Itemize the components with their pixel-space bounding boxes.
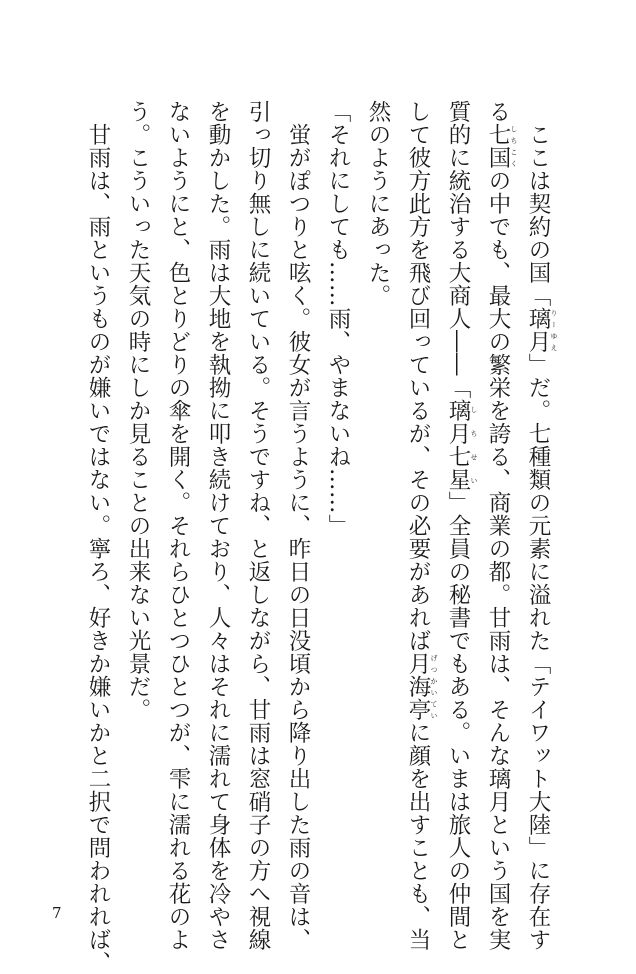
furigana-ruby: 璃月七星 しちせい: [445, 399, 478, 491]
text-line: を動かした。雨は大地を執拗に叩き続けており、人々はそれに濡れて身体を冷やさ: [205, 100, 231, 951]
furigana-ruby: 七国 しちこく: [485, 123, 518, 169]
dialogue-line: 「それにしても……雨、やまないね……」: [325, 100, 351, 537]
page-number: 7: [52, 904, 62, 922]
text-line: 蛍がぽつりと呟く。彼女が言うように、昨日の日没頃から降り出した雨の音は、: [285, 122, 311, 951]
furigana-ruby: 月海亭 げつかいてい: [405, 652, 438, 721]
text-line: 甘雨は、雨というものが嫌いではない。寧ろ、好きか嫌いかと二択で問われれば、: [85, 122, 111, 974]
text-line: 然のようにあった。: [365, 100, 391, 307]
text-line: して彼方此方を飛び回っているが、その必要があれば月海亭 げつかいていに顔を出すことも、当: [405, 100, 438, 951]
text-line: ないようにと、色とりどりの傘を開く。それらひとつひとつが、雫に濡れる花のよ: [165, 100, 191, 951]
text-line: 引っ切り無しに続いている。そうですね、と返しながら、甘雨は窓硝子の方へ視線: [245, 100, 271, 951]
furigana-ruby: 璃月 りーゆえ: [525, 306, 558, 353]
text-line: ここは契約の国「璃月 りーゆえ」だ。七種類の元素に溢れた「テイワット大陸」に存在す: [525, 122, 558, 951]
text-line: る七国 しちこくの中でも、最大の繁栄を誇る、商業の都。甘雨は、そんな璃月という国を実: [485, 100, 518, 951]
text-line: 質的に統治する大商人――「璃月七星 しちせい」全員の秘書でもある。いまは旅人の仲間と: [445, 100, 478, 951]
body-text: [78, 100, 558, 974]
text-line: う。こういった天気の時にしか見ることの出来ない光景だ。: [125, 100, 151, 721]
